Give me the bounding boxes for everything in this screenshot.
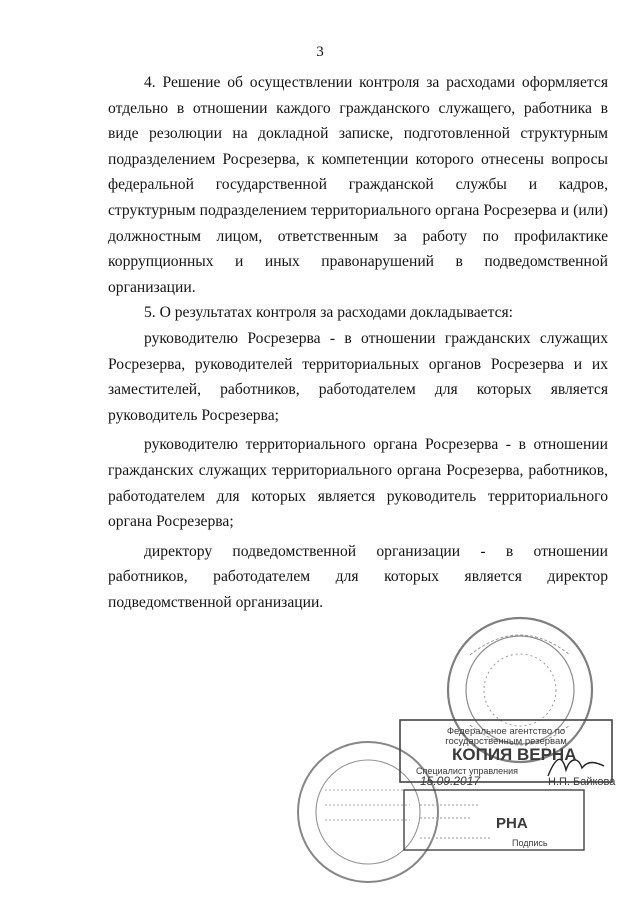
round-seal-icon bbox=[298, 742, 438, 882]
document-body bbox=[108, 70, 608, 619]
stamp-copy-title-2: РНА bbox=[496, 815, 528, 832]
paragraph-5-item-2: руководителю территориального органа Росрезерва - в отношении гражданских служащих территориального органа Росрезерва, работников, работодателем для которых является руководитель территориального органа Росрезерва; bbox=[108, 436, 608, 531]
paragraph-5: 5. О результатах контроля за расходами докладывается: bbox=[144, 304, 514, 322]
paragraph-5-item-3: директору подведомственной организации - в отношении работников, работодателем для которых является директор подведомственной организации. bbox=[108, 542, 608, 611]
stamp-copy-title: КОПИЯ ВЕРНА bbox=[452, 745, 577, 764]
stamp-agency-line-1: Федеральное агентство по bbox=[446, 726, 566, 737]
paragraph-5-item-1: руководителю Росрезерва - в отношении гражданских служащих Росрезерва, руководителей территориальных органов Росрезерва и их заместителей, работников, работодателем для которых является руководитель Росрезерва; bbox=[108, 329, 608, 424]
handwritten-signature-icon bbox=[548, 759, 604, 776]
stamp-agency-line-2: государственным резервам bbox=[445, 736, 567, 747]
stamp-name: Н.П. Байкова bbox=[548, 776, 616, 788]
stamp-signature-label: Подпись bbox=[512, 838, 548, 848]
stamp-date: 15.09.2017 bbox=[420, 774, 481, 788]
paragraph-4: 4. Решение об осуществлении контроля за расходами оформляется отдельно в отношении каждого гражданского служащего, работника в виде резолюции на докладной записке, подготовленной структурным подразделением Росрезерва, к компетенции которого отнесены вопросы федеральной государственной гражданской службы и кадров, структурным подразделением территориального органа Росрезерва и (или) должностным лицом, ответственным за работу по профилактике коррупционных и иных правонарушений в подведомственной организации. bbox=[108, 74, 608, 296]
stamp-position: Специалист управления bbox=[416, 766, 519, 776]
round-seal-icon bbox=[448, 618, 592, 762]
copy-stamp-icon bbox=[400, 720, 616, 788]
page-number: 3 bbox=[316, 44, 324, 60]
copy-stamp-icon bbox=[404, 790, 584, 850]
